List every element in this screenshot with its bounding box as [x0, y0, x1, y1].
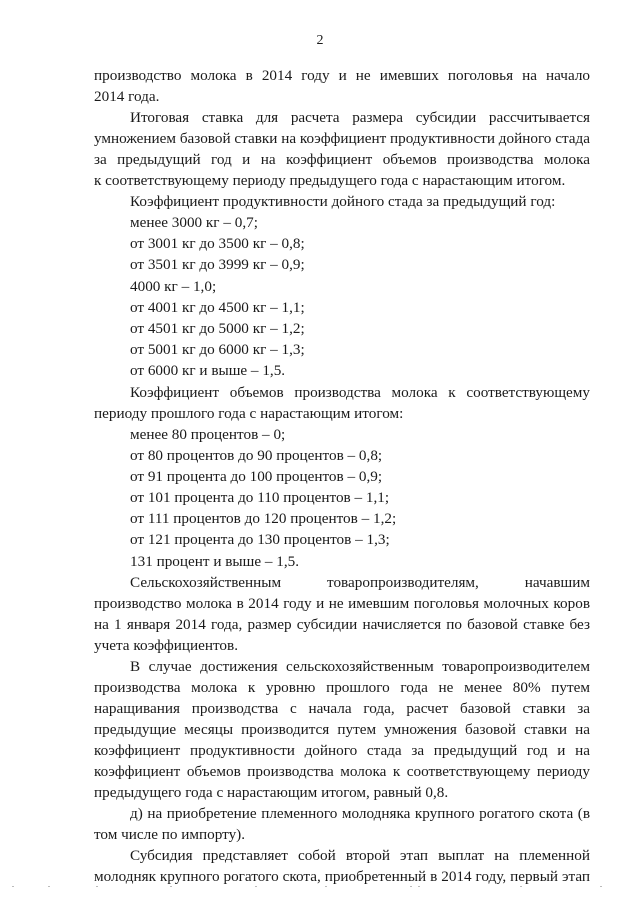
text-line: коэффициент продуктивности дойного стада за предыдущий год и на — [94, 741, 590, 759]
document-body — [94, 66, 590, 888]
list-item: от 121 процента до 130 процентов – 1,3; — [130, 531, 390, 549]
list-item: 131 процент и выше – 1,5. — [130, 552, 300, 570]
scan-dot — [410, 886, 412, 887]
scan-dot — [255, 886, 257, 887]
coefficient-heading: Коэффициент продуктивности дойного стада за предыдущий год: — [130, 193, 556, 210]
text-line: 2014 года. — [94, 88, 160, 105]
text-line: на 1 января 2014 года, размер субсидии начисляется по базовой ставке без — [94, 615, 590, 633]
text-line: за предыдущий год и на коэффициент объемов производства молока — [94, 151, 590, 168]
list-item: от 3001 кг до 3500 кг – 0,8; — [130, 235, 305, 253]
text-line: Коэффициент объемов производства молока к соответствующему — [130, 383, 590, 401]
text-line: Сельскохозяйственным товаропроизводителям, начавшим — [130, 573, 590, 591]
scan-dot — [520, 886, 522, 887]
list-item: от 91 процента до 100 процентов – 0,9; — [130, 467, 383, 485]
list-item: менее 3000 кг – 0,7; — [130, 214, 258, 231]
list-item: от 3501 кг до 3999 кг – 0,9; — [130, 256, 305, 274]
list-item: от 101 процента до 110 процентов – 1,1; — [130, 489, 390, 507]
text-line: учета коэффициентов. — [94, 636, 238, 654]
scan-dot — [600, 886, 602, 887]
productivity-coefficient-list — [94, 213, 590, 381]
text-line: к соответствующему периоду предыдущего года с нарастающим итогом. — [94, 172, 566, 189]
scan-dot — [12, 886, 14, 887]
page-number: 2 — [316, 33, 324, 48]
text-line: Итоговая ставка для расчета размера субсидии рассчитывается — [130, 109, 590, 126]
text-line: В случае достижения сельскохозяйственным товаропроизводителем — [130, 657, 590, 675]
scan-dot — [170, 886, 172, 887]
text-line: д) на приобретение племенного молодняка крупного рогатого скота (в — [130, 804, 590, 822]
list-item: от 6000 кг и выше – 1,5. — [130, 362, 286, 380]
text-line: производство молока в 2014 году и не имевших поголовья на начало — [94, 67, 590, 84]
list-item: 4000 кг – 1,0; — [130, 277, 217, 295]
list-item: от 80 процентов до 90 процентов – 0,8; — [130, 446, 383, 464]
text-line: умножением базовой ставки на коэффициент продуктивности дойного стада — [94, 130, 590, 147]
list-item: от 111 процентов до 120 процентов – 1,2; — [130, 510, 397, 528]
text-line: Субсидия представляет собой второй этап выплат на племенной — [130, 846, 590, 864]
list-item: от 4501 кг до 5000 кг – 1,2; — [130, 319, 305, 337]
text-line: том числе по импорту). — [94, 825, 246, 843]
text-line: молодняк крупного рогатого скота, приобретенный в 2014 году, первый этап — [94, 867, 590, 885]
text-line: коэффициент объемов производства молока к соответствующему периоду — [94, 762, 590, 780]
scan-dot — [48, 886, 50, 887]
list-item: менее 80 процентов – 0; — [130, 425, 286, 443]
scan-dot — [96, 886, 98, 887]
text-line: предыдущего года с нарастающим итогом, равный 0,8. — [94, 783, 449, 801]
text-line: наращивания производства с начала года, расчет базовой ставки за — [94, 699, 590, 717]
text-line: предыдущие месяцы производится путем умножения базовой ставки на — [94, 720, 590, 738]
text-line: периоду прошлого года с нарастающим итогом: — [94, 404, 404, 422]
scan-dot — [418, 886, 420, 887]
scan-dot — [325, 886, 327, 887]
volume-coefficient-list — [94, 425, 590, 572]
text-line: производства молока к уровню прошлого года не менее 80% путем — [94, 678, 590, 696]
list-item: от 5001 кг до 6000 кг – 1,3; — [130, 341, 305, 359]
scan-artifact-strip — [0, 886, 640, 890]
list-item: от 4001 кг до 4500 кг – 1,1; — [130, 298, 305, 316]
text-line: производство молока в 2014 году и не имевшим поголовья молочных коров — [94, 594, 590, 612]
